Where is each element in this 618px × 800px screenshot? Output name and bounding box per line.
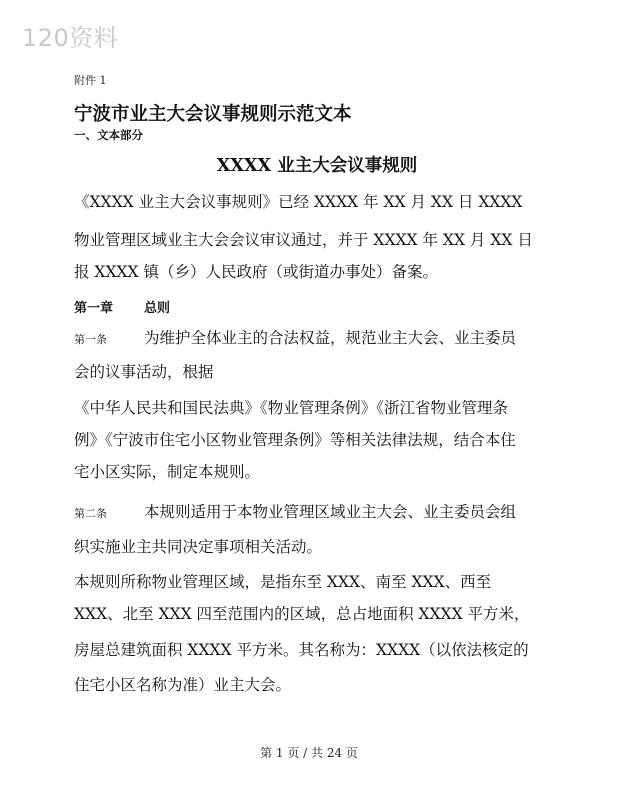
intro-line: 物业管理区域业主大会会议审议通过，并于 XXXX 年 XX 月 XX 日	[74, 231, 533, 249]
chapter-title: 总则	[144, 301, 171, 316]
article-line: 会的议事活动，根据	[74, 363, 214, 381]
article-first-line	[74, 328, 516, 350]
article-line: 织实施业主共同决定事项相关活动。	[74, 538, 323, 556]
article-line: 例》《宁波市住宅小区物业管理条例》等相关法律法规，结合本住	[74, 431, 516, 449]
article-line: 本规则所称物业管理区域，是指东至 XXX、南至 XXX、西至	[74, 573, 492, 591]
article-line: 宅小区实际，制定本规则。	[74, 463, 261, 481]
section-heading: 一、文本部分	[74, 128, 143, 142]
watermark: 120资料	[22, 24, 119, 52]
article-first-line	[74, 502, 516, 524]
page-footer: 第 1 页 / 共 24 页	[260, 746, 358, 760]
article-label: 第二条	[74, 507, 107, 520]
attachment-label: 附件 1	[74, 74, 107, 87]
main-title: 宁波市业主大会议事规则示范文本	[74, 104, 352, 125]
article-line: 《中华人民共和国民法典》《物业管理条例》《浙江省物业管理条	[74, 399, 509, 417]
article-line: 房屋总建筑面积 XXXX 平方米。其名称为：XXXX（以依法核定的	[74, 641, 529, 659]
chapter-heading	[74, 297, 170, 316]
chapter-number: 第一章	[74, 301, 114, 316]
article-line: XXX、北至 XXX 四至范围内的区域，总占地面积 XXXX 平方米，	[74, 605, 530, 623]
article-line: 住宅小区名称为准）业主大会。	[74, 676, 292, 694]
article-label: 第一条	[74, 333, 107, 346]
document-title: XXXX 业主大会议事规则	[216, 156, 418, 176]
article-text: 本规则适用于本物业管理区域业主大会、业主委员会组	[144, 503, 517, 521]
intro-line: 《XXXX 业主大会议事规则》已经 XXXX 年 XX 月 XX 日 XXXX	[74, 193, 523, 211]
intro-line: 报 XXXX 镇（乡）人民政府（或街道办事处）备案。	[74, 263, 438, 281]
article-text: 为维护全体业主的合法权益，规范业主大会、业主委员	[144, 329, 517, 347]
